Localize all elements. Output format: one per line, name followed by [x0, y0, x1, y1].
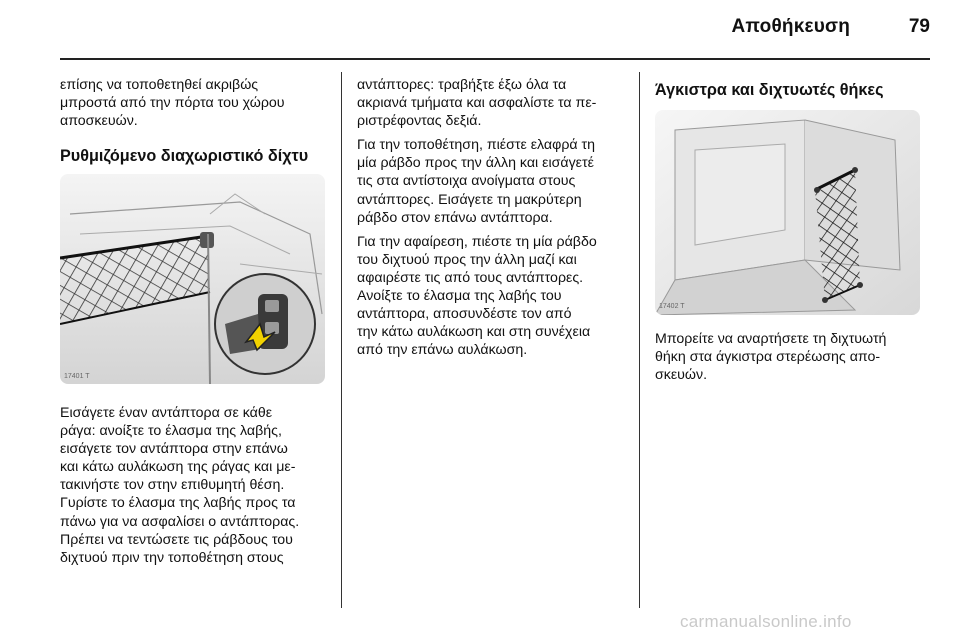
text-line: πάνω για να ασφαλίσει ο αντάπτορας. — [60, 513, 300, 530]
text-line: αντάπτορα, αποσυνδέστε τον από — [357, 306, 572, 323]
text-line: Για την τοποθέτηση, πιέστε ελαφρά τη — [357, 137, 596, 154]
illustration-net-pocket — [655, 110, 920, 315]
text-line: Για την αφαίρεση, πιέστε τη μία ράβδο — [357, 233, 597, 250]
text-line: Μπορείτε να αναρτήσετε τη διχτυωτή — [655, 331, 887, 347]
text-line: ράγα: ανοίξτε το έλασμα της λαβής, — [60, 423, 282, 440]
text-line: αφαιρέστε τις από τους αντάπτορες. — [357, 269, 584, 286]
text-line: επίσης να τοποθετηθεί ακριβώς — [60, 77, 259, 93]
header-rule — [60, 58, 930, 60]
text-line: εισάγετε τον αντάπτορα στην επάνω — [60, 441, 288, 458]
figure-net-pocket — [655, 110, 920, 315]
figure-code: 17401 T — [64, 373, 90, 380]
col1-intro — [60, 76, 330, 130]
text-line: διχτυού πριν την τοποθέτηση στους — [60, 549, 284, 566]
col2-body — [357, 76, 633, 359]
text-line: ριστρέφοντας δεξιά. — [357, 113, 482, 130]
section-heading-hooks: Άγκιστρα και διχτυωτές θήκες — [655, 81, 884, 99]
column-divider-2 — [639, 72, 640, 608]
text-line: θήκη στα άγκιστρα στερέωσης απο- — [655, 349, 881, 366]
text-line: Εισάγετε έναν αντάπτορα σε κάθε — [60, 405, 273, 421]
page-number: 79 — [908, 16, 930, 37]
text-line: Γυρίστε το έλασμα της λαβής προς τα — [60, 495, 296, 512]
section-heading-net: Ρυθμιζόμενο διαχωριστικό δίχτυ — [60, 147, 309, 165]
text-line: του διχτυού προς την άλλη μαζί και — [357, 251, 577, 268]
text-line: από την επάνω αυλάκωση. — [357, 342, 528, 359]
text-line: Ανοίξτε το έλασμα της λαβής του — [357, 288, 562, 305]
text-line: τις στα αντίστοιχα ανοίγματα στους — [357, 173, 576, 190]
text-line: αντάπτορες. Εισάγετε τη μακρύτερη — [357, 191, 582, 208]
text-line: ράβδο στον επάνω αντάπτορα. — [357, 209, 553, 226]
text-line: αντάπτορες: τραβήξτε έξω όλα τα — [357, 77, 567, 93]
figure-divider-net — [60, 174, 325, 384]
col1-body — [60, 404, 335, 567]
illustration-divider-net — [60, 174, 325, 384]
col3-body — [655, 330, 935, 384]
column-divider-1 — [341, 72, 342, 608]
text-line: Πρέπει να τεντώσετε τις ράβδους του — [60, 531, 293, 548]
text-line: αποσκευών. — [60, 113, 138, 130]
text-line: μπροστά από την πόρτα του χώρου — [60, 95, 285, 112]
text-line: και κάτω αυλάκωση της ράγας και με- — [60, 459, 296, 476]
text-line: τακινήστε τον στην επιθυμητή θέση. — [60, 477, 285, 494]
text-line: την κάτω αυλάκωση και στη συνέχεια — [357, 324, 591, 341]
page-header-title: Αποθήκευση — [731, 16, 850, 37]
text-line: σκευών. — [655, 367, 708, 384]
text-line: μία ράβδο προς την άλλη και εισάγετέ — [357, 155, 594, 172]
text-line: ακριανά τμήματα και ασφαλίστε τα πε- — [357, 95, 597, 112]
figure-code: 17402 T — [659, 303, 685, 310]
footer-watermark: carmanualsonline.info — [680, 612, 852, 631]
